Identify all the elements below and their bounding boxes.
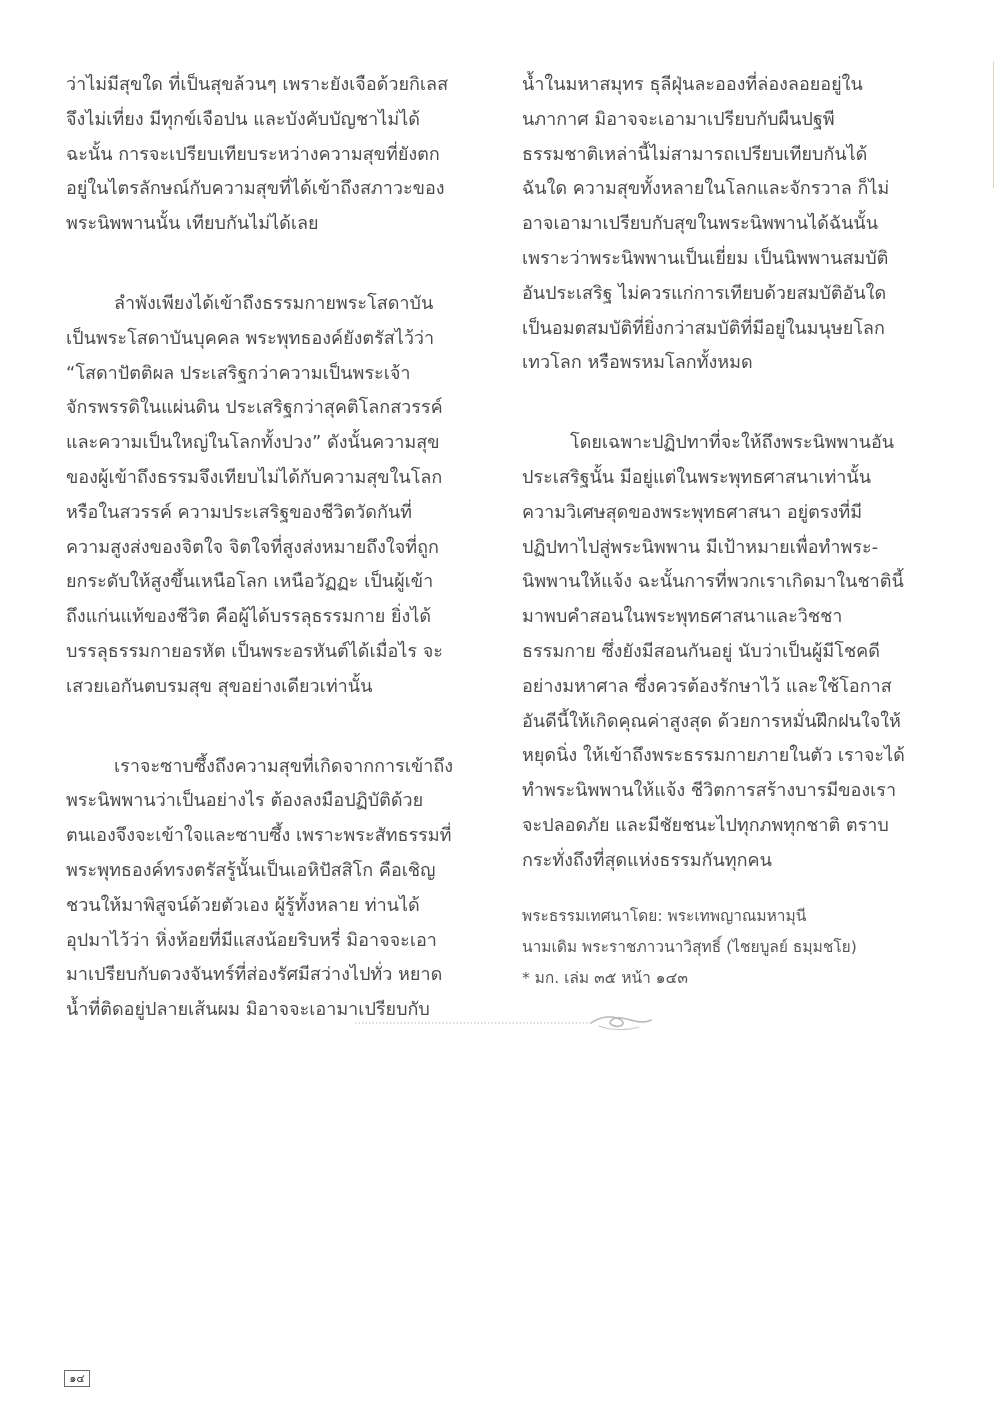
text-line: อาจเอามาเปรียบกับสุขในพระนิพพานได้ฉันนั้น bbox=[522, 213, 879, 235]
paragraph-gap bbox=[66, 705, 480, 750]
text-line: เพราะว่าพระนิพพานเป็นเยี่ยม เป็นนิพพานสมบัติ bbox=[522, 247, 889, 269]
text-line: ธรรมชาติเหล่านี้ไม่สามารถเปรียบเทียบกันได้ bbox=[522, 143, 868, 165]
text-line: โดยเฉพาะปฏิปทาที่จะให้ถึงพระนิพพานอัน bbox=[570, 432, 895, 454]
text-line: ประเสริฐนั้น มีอยู่แต่ในพระพุทธศาสนาเท่านั้น bbox=[522, 466, 872, 488]
text-line: อย่างมหาศาล ซึ่งควรต้องรักษาไว้ และใช้โอกาส bbox=[522, 675, 892, 697]
text-line: “โสดาปัตติผล ประเสริฐกว่าความเป็นพระเจ้า bbox=[66, 362, 411, 384]
text-line: จะปลอดภัย และมีชัยชนะไปทุกภพทุกชาติ ตราบ bbox=[522, 814, 889, 836]
text-line: น้ำในมหาสมุทร ธุลีฝุ่นละอองที่ล่องลอยอยู่ใน bbox=[522, 74, 863, 95]
text-line: อันประเสริฐ ไม่ควรแก่การเทียบด้วยสมบัติอันใด bbox=[522, 282, 887, 304]
text-line: หรือในสวรรค์ ความประเสริฐของชีวิตวัดกันที่ bbox=[66, 501, 413, 523]
text-line: นภากาศ มิอาจจะเอามาเปรียบกับผืนปฐพี bbox=[522, 108, 835, 130]
text-line: อยู่ในไตรลักษณ์กับความสุขที่ได้เข้าถึงสภาวะของ bbox=[66, 178, 445, 200]
text-line: เป็นอมตสมบัติที่ยิ่งกว่าสมบัติที่มีอยู่ในมนุษยโลก bbox=[522, 317, 885, 339]
text-line: มาเปรียบกับดวงจันทร์ที่ส่องรัศมีสว่างไปทั่ว หยาด bbox=[66, 964, 443, 986]
left-column bbox=[66, 68, 480, 1028]
text-line: ปฏิปทาไปสู่พระนิพพาน มีเป้าหมายเพื่อทำพระ- bbox=[522, 536, 879, 558]
text-line: ความสูงส่งของจิตใจ จิตใจที่สูงส่งหมายถึงใจที่ถูก bbox=[66, 536, 439, 558]
text-line: จักรพรรดิในแผ่นดิน ประเสริฐกว่าสุคติโลกสวรรค์ bbox=[66, 397, 443, 419]
text-line: ชวนให้มาพิสูจน์ด้วยตัวเอง ผู้รู้ทั้งหลาย ท่านได้ bbox=[66, 894, 420, 916]
paragraph-left-3 bbox=[66, 750, 480, 1028]
text-line: ถึงแก่นแท้ของชีวิต คือผู้ได้บรรลุธรรมกาย ยิ่งได้ bbox=[66, 606, 432, 628]
page-edge-tab bbox=[993, 62, 1000, 188]
right-column bbox=[522, 68, 936, 994]
text-line: เราจะซาบซึ้งถึงความสุขที่เกิดจากการเข้าถึง bbox=[114, 755, 454, 777]
text-line: บรรลุธรรมกายอรหัต เป็นพระอรหันต์ได้เมื่อไร จะ bbox=[66, 640, 443, 662]
paragraph-right-1 bbox=[522, 68, 936, 381]
text-line: ลำพังเพียงได้เข้าถึงธรรมกายพระโสดาบัน bbox=[114, 292, 434, 314]
page-number: ๑๔ bbox=[64, 1370, 90, 1387]
paragraph-left-2 bbox=[66, 287, 480, 705]
text-line: จึงไม่เที่ยง มีทุกข์เจือปน และบังคับบัญชาไม่ได้ bbox=[66, 108, 420, 130]
text-line: พระนิพพานว่าเป็นอย่างไร ต้องลงมือปฏิบัติด้วย bbox=[66, 790, 424, 812]
text-line: น้ำที่ติดอยู่ปลายเส้นผม มิอาจจะเอามาเปรียบกับ bbox=[66, 999, 430, 1021]
text-line: อันดีนี้ให้เกิดคุณค่าสูงสุด ด้วยการหมั่นฝึกฝนใจให้ bbox=[522, 710, 901, 732]
text-line: ฉันใด ความสุขทั้งหลายในโลกและจักรวาล ก็ไม่ bbox=[522, 178, 890, 200]
paragraph-gap bbox=[66, 242, 480, 287]
text-line: ธรรมกาย ซึ่งยังมีสอนกันอยู่ นับว่าเป็นผู้มีโชคดี bbox=[522, 640, 880, 662]
text-line: พระนิพพานนั้น เทียบกันไม่ได้เลย bbox=[66, 213, 319, 235]
text-line: ฉะนั้น การจะเปรียบเทียบระหว่างความสุขที่ยังตก bbox=[66, 143, 440, 165]
paragraph-left-1 bbox=[66, 68, 480, 242]
text-line: ของผู้เข้าถึงธรรมจึงเทียบไม่ได้กับความสุขในโลก bbox=[66, 466, 443, 488]
paragraph-right-2 bbox=[522, 426, 936, 878]
text-line: ตนเองจึงจะเข้าใจและซาบซึ้ง เพราะพระสัทธรรมที่ bbox=[66, 825, 452, 847]
text-line: นิพพานให้แจ้ง ฉะนั้นการที่พวกเราเกิดมาในชาตินี้ bbox=[522, 571, 904, 593]
text-line: มาพบคำสอนในพระพุทธศาสนาและวิชชา bbox=[522, 606, 843, 628]
text-line: อุปมาไว้ว่า หิ่งห้อยที่มีแสงน้อยริบหรี่ มิอาจจะเอา bbox=[66, 929, 437, 951]
text-line: เสวยเอกันตบรมสุข สุขอย่างเดียวเท่านั้น bbox=[66, 675, 373, 697]
text-line: พระพุทธองค์ทรงตรัสรู้นั้นเป็นเอหิปัสสิโก คือเชิญ bbox=[66, 859, 436, 881]
flourish-divider-icon bbox=[355, 1008, 655, 1036]
text-line: เป็นพระโสดาบันบุคคล พระพุทธองค์ยังตรัสไว้ว่า bbox=[66, 327, 435, 349]
sermon-credit bbox=[522, 901, 936, 994]
text-line: ยกระดับให้สูงขึ้นเหนือโลก เหนือวัฏฏะ เป็นผู้เข้า bbox=[66, 571, 434, 593]
credit-original-name: นามเดิม พระราชภาวนาวิสุทธิ์ (ไชยบูลย์ ธมฺมชโย) bbox=[522, 937, 857, 956]
text-line: ความวิเศษสุดของพระพุทธศาสนา อยู่ตรงที่มี bbox=[522, 501, 863, 523]
text-line: ว่าไม่มีสุขใด ที่เป็นสุขล้วนๆ เพราะยังเจือด้วยกิเลส bbox=[66, 74, 449, 95]
text-line: กระทั่งถึงที่สุดแห่งธรรมกันทุกคน bbox=[522, 849, 772, 871]
text-line: หยุดนิ่ง ให้เข้าถึงพระธรรมกายภายในตัว เราจะได้ bbox=[522, 745, 905, 767]
credit-speaker: พระธรรมเทศนาโดย: พระเทพญาณมหามุนี bbox=[522, 906, 807, 925]
text-line: เทวโลก หรือพรหมโลกทั้งหมด bbox=[522, 352, 753, 374]
text-line: และความเป็นใหญ่ในโลกทั้งปวง” ดังนั้นความสุข bbox=[66, 432, 440, 454]
paragraph-gap bbox=[522, 381, 936, 426]
text-line: ทำพระนิพพานให้แจ้ง ชีวิตการสร้างบารมีของเรา bbox=[522, 780, 897, 802]
credit-reference: * มก. เล่ม ๓๕ หน้า ๑๔๓ bbox=[522, 968, 688, 987]
